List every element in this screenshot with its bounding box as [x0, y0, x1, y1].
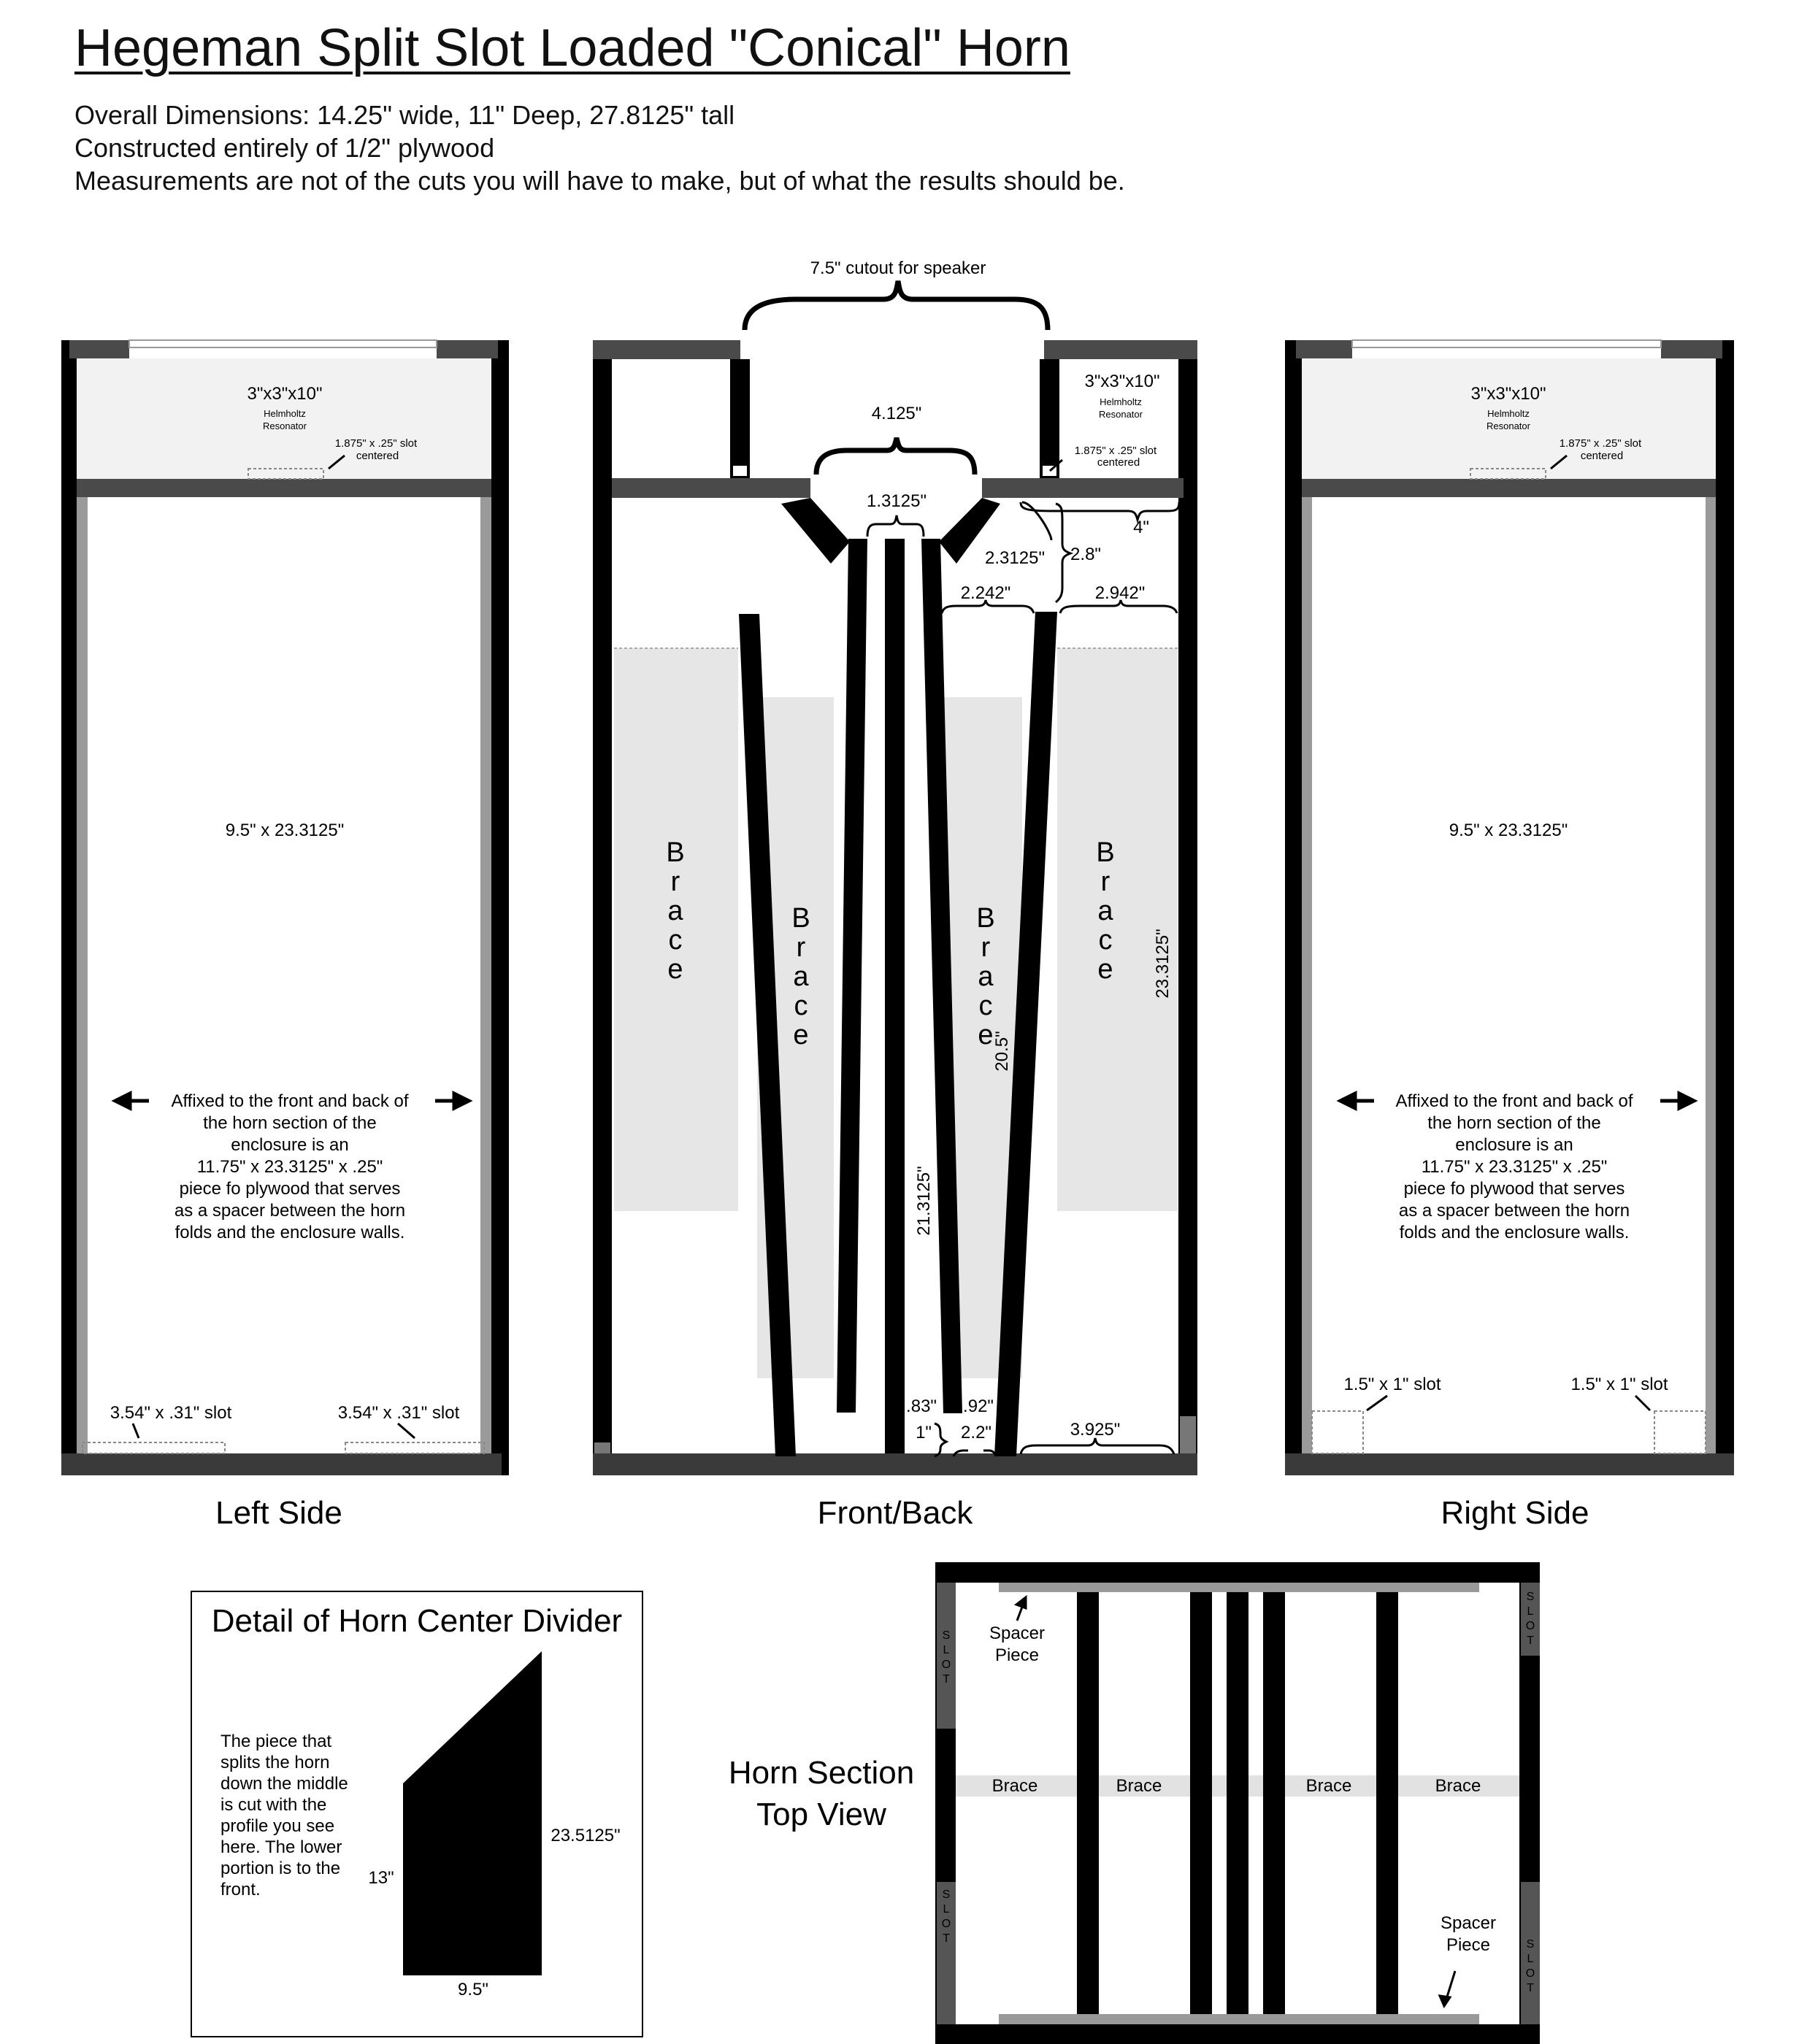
front-corner-right — [1180, 1416, 1196, 1453]
dim-2-3125-label: 2.3125" — [985, 548, 1045, 568]
right-arrow-icon — [435, 1094, 469, 1108]
throat-flare-left — [781, 498, 850, 564]
right-slot-note-2: centered — [1580, 450, 1624, 462]
front-resonator-size-label: 3"x3"x10" — [1084, 372, 1160, 391]
svg-text:piece fo plywood that serves: piece fo plywood that serves — [1403, 1179, 1625, 1199]
right-side-bottom-slot-right — [1654, 1411, 1706, 1453]
left-slot-note-2: centered — [356, 450, 399, 462]
left-spacer-note — [171, 1091, 408, 1242]
left-bottom-slot-arrow-2 — [398, 1424, 415, 1438]
svg-text:piece fo plywood that serves: piece fo plywood that serves — [179, 1179, 401, 1199]
left-bottom-slot-label-1: 3.54" x .31" slot — [110, 1403, 232, 1423]
front-outer-wall-right — [1178, 340, 1197, 1475]
dim-2-242-label: 2.242" — [960, 583, 1011, 603]
top-view-label-1: Horn Section — [728, 1755, 915, 1791]
front-resonator-word2: Resonator — [1099, 409, 1143, 420]
slot-label-bottom-right: S L O T — [1525, 1938, 1535, 1994]
top-view-spacer-top — [999, 1583, 1479, 1592]
detail-box — [191, 1591, 642, 2037]
right-side-bottom-wall — [1285, 1453, 1734, 1475]
left-resonator-word1: Helmholtz — [264, 408, 306, 419]
left-resonator-word2: Resonator — [263, 420, 307, 431]
right-side-top-block-right — [1661, 340, 1722, 358]
right-slot-note-1: 1.875" x .25" slot — [1559, 437, 1642, 450]
right-side-outer-wall-right — [1716, 340, 1734, 1475]
left-side-bottom-slot-right — [345, 1442, 484, 1453]
dim-4-brace — [1021, 502, 1179, 520]
svg-text:here. The lower: here. The lower — [220, 1837, 342, 1857]
svg-text:Brace: Brace — [1116, 1776, 1162, 1796]
front-back-caption: Front/Back — [817, 1495, 973, 1531]
dim-4-label: 4" — [1133, 518, 1149, 537]
left-side-bottom-slot-left — [83, 1442, 225, 1453]
right-spacer-note — [1395, 1091, 1633, 1242]
dim-2-8-brace — [1056, 504, 1070, 602]
dim-20-5-label: 20.5" — [992, 1031, 1012, 1072]
top-view-wall-bottom — [935, 2024, 1540, 2044]
right-side-top-opening — [1352, 340, 1661, 347]
right-side-outer-wall-left — [1285, 340, 1302, 1475]
left-side-top-opening — [129, 340, 437, 347]
svg-text:folds and the enclosure walls.: folds and the enclosure walls. — [1399, 1223, 1630, 1242]
brace-label-2: B r a c e — [791, 903, 810, 1050]
svg-text:Affixed to the front and back: Affixed to the front and back of — [171, 1091, 409, 1111]
left-bottom-slot-arrow-1 — [133, 1424, 139, 1438]
brace-label-3: B r a c e — [976, 903, 995, 1050]
intro-line-dimensions: Overall Dimensions: 14.25" wide, 11" Deep, 27.8125" tall — [74, 100, 735, 130]
page-title: Hegeman Split Slot Loaded "Conical" Horn — [74, 19, 1070, 77]
left-side-spacer-left — [77, 497, 88, 1453]
right-arrow-icon — [1660, 1094, 1694, 1108]
right-resonator-word2: Resonator — [1487, 420, 1530, 431]
svg-text:is cut with the: is cut with the — [220, 1795, 327, 1815]
left-arrow-icon — [115, 1094, 149, 1108]
spacer-arrow-top-icon — [1016, 1597, 1026, 1621]
dim-3-925-label: 3.925" — [1070, 1420, 1121, 1440]
spacer-piece-label-bottom-2: Piece — [1446, 1935, 1491, 1955]
right-side-caption: Right Side — [1441, 1495, 1589, 1531]
horn-wall-inner-left — [837, 539, 867, 1413]
left-side-outer-wall-right — [491, 340, 509, 1475]
brace-label-4: B r a c e — [1096, 837, 1115, 985]
top-view-spacer-bottom — [999, 2014, 1479, 2024]
left-side-bottom-wall — [61, 1453, 502, 1475]
dim-23-3125-label: 23.3125" — [1153, 929, 1173, 999]
svg-text:The piece that: The piece that — [220, 1732, 332, 1751]
throat-width-label: 4.125" — [871, 404, 922, 423]
brace-label-1: B r a c e — [666, 837, 685, 985]
left-side-panel — [61, 340, 509, 1531]
svg-text:splits the horn: splits the horn — [220, 1753, 330, 1772]
dim-2-2-label: 2.2" — [961, 1423, 991, 1442]
dim-1-label: 1" — [916, 1423, 932, 1442]
svg-text:the horn section of the: the horn section of the — [203, 1113, 377, 1133]
front-resonator-slot-left — [733, 466, 747, 476]
svg-text:front.: front. — [220, 1880, 261, 1899]
dim-2-3125-leader — [1022, 502, 1051, 540]
dim-3-925-brace — [1021, 1438, 1174, 1454]
right-side-spacer-right — [1706, 497, 1716, 1453]
svg-text:folds and the enclosure walls.: folds and the enclosure walls. — [174, 1223, 405, 1242]
dim-2-942-label: 2.942" — [1094, 583, 1146, 603]
svg-text:Brace: Brace — [1305, 1776, 1352, 1796]
slot-label-top-right: S L O T — [1525, 1591, 1535, 1647]
svg-text:down the middle: down the middle — [220, 1774, 348, 1794]
top-view-label-2: Top View — [756, 1797, 886, 1832]
cutout-brace — [745, 281, 1048, 330]
front-shelf-left — [612, 478, 810, 498]
front-back-panel — [593, 258, 1197, 1531]
top-view-fold-4 — [1263, 1592, 1285, 2014]
spacer-arrow-bottom-icon — [1440, 1971, 1455, 2006]
left-side-top-block-right — [437, 340, 498, 358]
left-side-outer-wall-left — [61, 340, 77, 1475]
left-panel-size-label: 9.5" x 23.3125" — [225, 821, 345, 840]
left-side-caption: Left Side — [215, 1495, 342, 1531]
left-side-spacer-right — [480, 497, 491, 1453]
top-view-wall-top — [935, 1562, 1540, 1583]
left-slot-note-1: 1.875" x .25" slot — [334, 437, 418, 450]
top-view-fold-1 — [1077, 1592, 1099, 2014]
dim-21-3125-label: 21.3125" — [914, 1166, 934, 1236]
center-gap-label: 1.3125" — [867, 491, 927, 511]
right-side-panel — [1285, 340, 1734, 1531]
slot-label-bottom-left: S L O T — [941, 1889, 951, 1945]
intro-line-note: Measurements are not of the cuts you will have to make, but of what the results should be. — [74, 166, 1125, 196]
svg-text:11.75" x 23.3125" x .25": 11.75" x 23.3125" x .25" — [196, 1157, 383, 1177]
right-bottom-slot-arrow-1 — [1367, 1396, 1387, 1410]
svg-text:11.75" x 23.3125" x .25": 11.75" x 23.3125" x .25" — [1421, 1157, 1608, 1177]
spacer-piece-label-top-2: Piece — [994, 1645, 1040, 1665]
spacer-piece-label-bottom-1: Spacer — [1440, 1913, 1497, 1933]
front-top-wall-right — [1044, 340, 1197, 359]
svg-text:profile you see: profile you see — [220, 1816, 335, 1836]
cutout-label: 7.5" cutout for speaker — [810, 258, 986, 278]
spacer-piece-label-top-1: Spacer — [989, 1624, 1046, 1643]
detail-width-label: 9.5" — [458, 1980, 488, 1999]
svg-text:Affixed to the front and back: Affixed to the front and back of — [1395, 1091, 1633, 1111]
dim-2-8-label: 2.8" — [1070, 545, 1101, 564]
front-resonator-word1: Helmholtz — [1100, 396, 1142, 407]
svg-text:enclosure is an: enclosure is an — [1455, 1135, 1573, 1155]
svg-text:the horn section of the: the horn section of the — [1427, 1113, 1601, 1133]
left-side-top-block-left — [69, 340, 129, 358]
svg-text:Brace: Brace — [991, 1776, 1038, 1796]
right-resonator-size-label: 3"x3"x10" — [1470, 384, 1546, 404]
top-view — [729, 1562, 1540, 2044]
svg-text:enclosure is an: enclosure is an — [231, 1135, 349, 1155]
right-bottom-slot-label-2: 1.5" x 1" slot — [1570, 1375, 1668, 1394]
front-bottom-wall — [593, 1453, 1197, 1475]
dim-83-label: .83" — [906, 1396, 937, 1416]
right-panel-size-label: 9.5" x 23.3125" — [1449, 821, 1568, 840]
front-corner-left — [594, 1442, 610, 1453]
right-side-shelf — [1302, 479, 1716, 497]
right-side-top-block-left — [1296, 340, 1352, 358]
slot-label-top-left: S L O T — [941, 1629, 951, 1686]
left-arrow-icon — [1340, 1094, 1374, 1108]
front-top-wall-left — [593, 340, 740, 359]
center-gap-brace — [867, 515, 924, 537]
right-resonator-word1: Helmholtz — [1487, 408, 1530, 419]
left-side-shelf — [77, 479, 491, 497]
left-resonator-size-label: 3"x3"x10" — [247, 384, 323, 404]
top-view-fold-3 — [1227, 1592, 1248, 2014]
dim-1-brace — [935, 1424, 946, 1456]
svg-text:Brace: Brace — [1435, 1776, 1481, 1796]
svg-text:as a spacer between the horn: as a spacer between the horn — [174, 1201, 406, 1221]
right-side-bottom-slot-left — [1312, 1411, 1363, 1453]
front-outer-wall-left — [593, 340, 612, 1475]
svg-text:portion is to the: portion is to the — [220, 1859, 341, 1878]
top-view-fold-2 — [1190, 1592, 1212, 2014]
horn-center-divider — [885, 539, 905, 1453]
detail-height-label: 23.5125" — [551, 1826, 621, 1845]
right-side-spacer-left — [1302, 497, 1312, 1453]
right-bottom-slot-arrow-2 — [1635, 1396, 1650, 1410]
svg-text:as a spacer between the horn: as a spacer between the horn — [1398, 1201, 1630, 1221]
right-bottom-slot-label-1: 1.5" x 1" slot — [1343, 1375, 1441, 1394]
detail-title: Detail of Horn Center Divider — [211, 1603, 623, 1639]
front-shelf-right — [982, 478, 1184, 498]
detail-short-label: 13" — [368, 1868, 394, 1888]
throat-brace — [816, 438, 975, 474]
left-bottom-slot-label-2: 3.54" x .31" slot — [337, 1403, 460, 1423]
dim-92-label: .92" — [963, 1396, 994, 1416]
intro-line-material: Constructed entirely of 1/2" plywood — [74, 133, 495, 163]
front-slot-note-1: 1.875" x .25" slot — [1074, 445, 1157, 457]
top-view-fold-5 — [1376, 1592, 1398, 2014]
front-slot-note-2: centered — [1097, 456, 1140, 469]
